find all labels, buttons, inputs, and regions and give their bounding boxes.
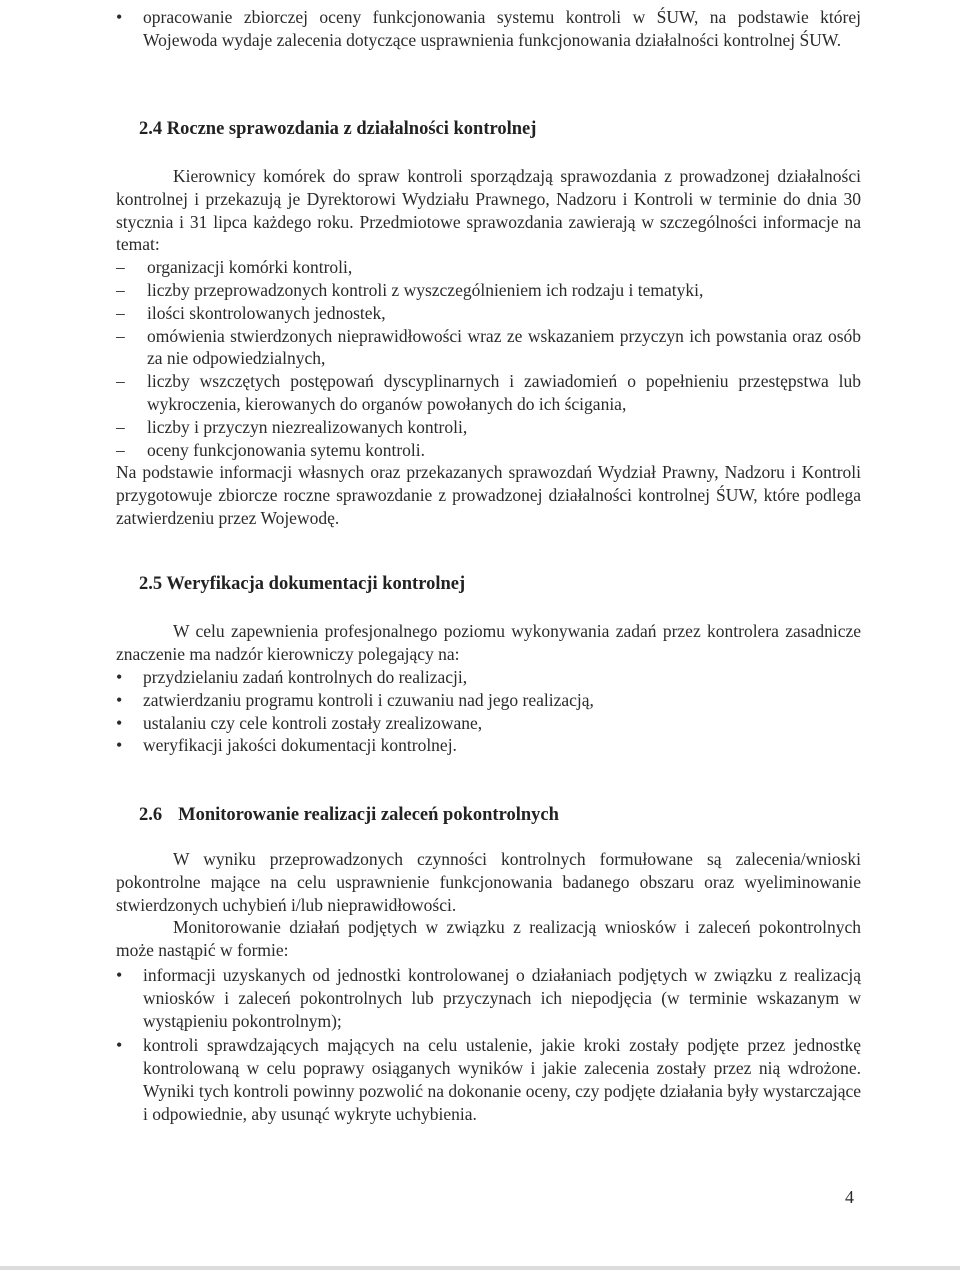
list-item: – omówienia stwierdzonych nieprawidłowości wraz ze wskazaniem przyczyn ich powstania oraz osób za nie odpowiedzialnych,	[116, 325, 861, 371]
list-item: – ilości skontrolowanych jednostek,	[116, 302, 861, 325]
section-2-6-body	[116, 848, 861, 962]
section-2-5-body	[116, 620, 861, 666]
section-2-6-heading	[139, 804, 559, 827]
section-2-4-body	[116, 165, 861, 530]
section-2-5-paragraph: W celu zapewnienia profesjonalnego poziomu wykonywania zadań przez kontrolera zasadnicze znaczenie ma nadzór kierowniczy polegający na:	[116, 621, 861, 664]
intro-bullet-list	[116, 6, 861, 52]
section-2-6-title: Monitorowanie realizacji zaleceń pokontrolnych	[178, 805, 559, 825]
list-item: • zatwierdzaniu programu kontroli i czuwaniu nad jego realizacją,	[116, 689, 861, 712]
page-number: 4	[845, 1187, 854, 1207]
section-2-6-paragraph-1: W wyniku przeprowadzonych czynności kontrolnych formułowane są zalecenia/wnioski pokontrolne mające na celu usprawnienie funkcjonowania badanego obszaru oraz wyeliminowanie stwierdzonych uchybień i/lub nieprawidłowości.	[116, 849, 861, 915]
section-2-4-closing: Na podstawie informacji własnych oraz przekazanych sprawozdań Wydział Prawny, Nadzoru i Kontroli przygotowuje zbiorcze roczne sprawozdanie z prowadzonej działalności kontrolnej ŚUW, które podlega zatwierdzeniu przez Wojewodę.	[116, 462, 861, 528]
list-item: – liczby przeprowadzonych kontroli z wyszczególnieniem ich rodzaju i tematyki,	[116, 279, 861, 302]
section-2-5-list	[116, 666, 861, 757]
list-item: • kontroli sprawdzających mających na celu ustalenie, jakie kroki zostały podjęte przez jednostkę kontrolowaną w celu poprawy osiąganych wyników i jakie zalecenia zostały przez nią wdrożone. Wyniki tych kontroli powinny pozwolić na dokonanie oceny, czy podjęte działania były wystarczające i odpowiednie, aby usunąć wykryte uchybienia.	[116, 1034, 861, 1125]
section-2-6-paragraph-2: Monitorowanie działań podjętych w związku z realizacją wniosków i zaleceń pokontrolnych może nastąpić w formie:	[116, 917, 861, 961]
section-2-4-paragraph: Kierownicy komórek do spraw kontroli sporządzają sprawozdania z prowadzonej działalności kontrolnej i przekazują je Dyrektorowi Wydziału Prawnego, Nadzoru i Kontroli w terminie do dnia 30 stycznia i 31 lipca każdego roku. Przedmiotowe sprawozdania zawierają w szczególności informacje na temat:	[116, 166, 861, 255]
section-2-6-list	[116, 964, 861, 1126]
list-item: • informacji uzyskanych od jednostki kontrolowanej o działaniach podjętych w związku z realizacją wniosków i zaleceń pokontrolnych lub przyczynach ich niepodjęcia (w terminie wskazanym w wystąpieniu pokontrolnym);	[116, 964, 861, 1032]
list-item: – oceny funkcjonowania sytemu kontroli.	[116, 439, 861, 462]
section-2-4-list	[116, 256, 861, 461]
section-2-4-heading: 2.4 Roczne sprawozdania z działalności kontrolnej	[139, 119, 537, 139]
list-item: • przydzielaniu zadań kontrolnych do realizacji,	[116, 666, 861, 689]
list-item: – organizacji komórki kontroli,	[116, 256, 861, 279]
list-item: • weryfikacji jakości dokumentacji kontrolnej.	[116, 734, 861, 757]
section-2-6-number: 2.6	[139, 805, 163, 825]
section-2-5-heading: 2.5 Weryfikacja dokumentacji kontrolnej	[139, 574, 466, 594]
scan-edge	[0, 1266, 960, 1270]
list-item: – liczby i przyczyn niezrealizowanych kontroli,	[116, 416, 861, 439]
list-item: – liczby wszczętych postępowań dyscyplinarnych i zawiadomień o popełnieniu przestępstwa lub wykroczenia, kierowanych do organów powołanych do ich ścigania,	[116, 370, 861, 416]
list-item: • ustalaniu czy cele kontroli zostały zrealizowane,	[116, 712, 861, 735]
intro-bullet-item: • opracowanie zbiorczej oceny funkcjonowania systemu kontroli w ŚUW, na podstawie której Wojewoda wydaje zalecenia dotyczące usprawnienia funkcjonowania działalności kontrolnej ŚUW.	[116, 6, 861, 52]
